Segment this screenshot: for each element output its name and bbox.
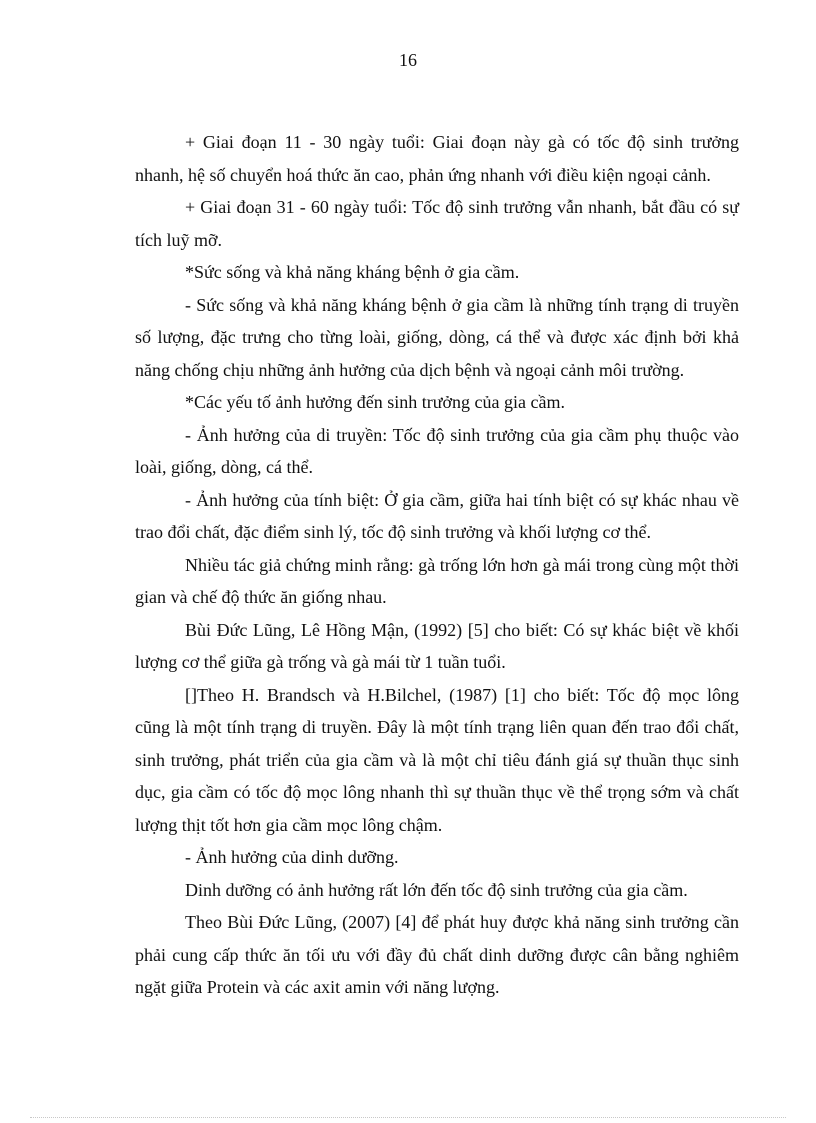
paragraph-growth-stage-31-60: + Giai đoạn 31 - 60 ngày tuổi: Tốc độ sinh trưởng vẫn nhanh, bắt đầu có sự tích luỹ mỡ. [135,197,739,250]
paragraph-citation-bui-duc-lung-1992: Bùi Đức Lũng, Lê Hồng Mận, (1992) [5] cho biết: Có sự khác biệt về khối lượng cơ thể giữa gà trống và gà mái từ 1 tuần tuổi. [135,619,739,672]
paragraph-rooster-vs-hen: Nhiều tác giả chứng minh rằng: gà trống lớn hơn gà mái trong cùng một thời gian và chế độ thức ăn giống nhau. [135,554,739,607]
paragraph-nutrition-effect: Dinh dưỡng có ảnh hưởng rất lớn đến tốc độ sinh trưởng của gia cầm. [185,879,688,900]
page-number: 16 [399,50,417,70]
heading-vitality-disease-resistance: *Sức sống và khả năng kháng bệnh ở gia cầm. [185,262,520,282]
paragraph-growth-stage-11-30: + Giai đoạn 11 - 30 ngày tuổi: Giai đoạn này gà có tốc độ sinh trưởng nhanh, hệ số chuyển hoá thức ăn cao, phản ứng nhanh với điều kiện ngoại cảnh. [135,132,739,185]
heading-growth-factors: *Các yếu tố ảnh hưởng đến sinh trưởng của gia cầm. [185,392,565,412]
paragraph-vitality-definition: - Sức sống và khả năng kháng bệnh ở gia cầm là những tính trạng di truyền số lượng, đặc trưng cho từng loài, giống, dòng, cá thể và được xác định bởi khả năng chống chịu những ảnh hưởng của dịch bệnh và ngoại cảnh môi trường. [135,294,739,380]
heading-nutrition-influence: - Ảnh hưởng của dinh dưỡng. [185,847,399,867]
paragraph-genetic-influence: - Ảnh hưởng của di truyền: Tốc độ sinh trưởng của gia cầm phụ thuộc vào loài, giống, dòng, cá thể. [135,424,739,477]
paragraph-sex-influence: - Ảnh hưởng của tính biệt: Ở gia cầm, giữa hai tính biệt có sự khác nhau về trao đổi chất, đặc điểm sinh lý, tốc độ sinh trưởng và khối lượng cơ thể. [135,489,739,542]
page-bottom-divider [30,1117,786,1118]
paragraph-citation-bui-duc-lung-2007: Theo Bùi Đức Lũng, (2007) [4] để phát huy được khả năng sinh trưởng cần phải cung cấp thức ăn tối ưu với đầy đủ chất dinh dưỡng được cân bằng nghiêm ngặt giữa Protein và các axit amin với năng lượng. [135,912,739,997]
paragraph-citation-brandsch-1987: []Theo H. Brandsch và H.Bilchel, (1987) [1] cho biết: Tốc độ mọc lông cũng là một tính trạng di truyền. Đây là một tính trạng liên quan đến trao đổi chất, sinh trưởng, phát triển của gia cầm và là một chỉ tiêu đánh giá sự thuần thục sinh dục, gia cầm có tốc độ mọc lông nhanh thì sự thuần thục về thể trọng sớm và chất lượng thịt tốt hơn gia cầm mọc lông chậm. [135,684,739,835]
document-body [135,126,739,1004]
